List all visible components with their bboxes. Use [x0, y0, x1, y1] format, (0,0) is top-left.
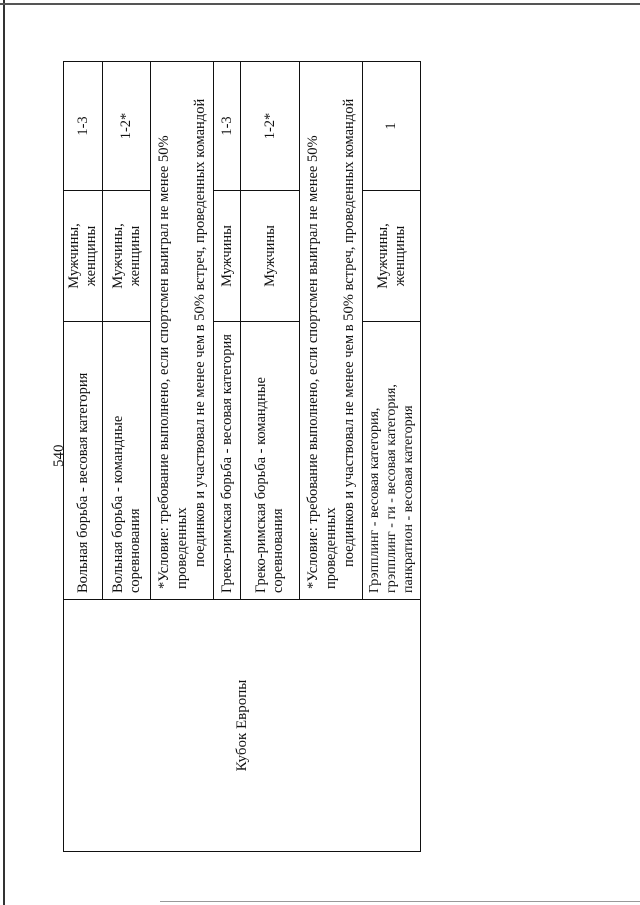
- discipline-line: грэпплинг - ги - весовая категория,: [384, 384, 399, 593]
- place-cell: 1: [363, 62, 421, 191]
- discipline-cell: Греко-римская борьба - весовая категория: [214, 322, 241, 600]
- gender-cell: Мужчины, женщины: [103, 191, 151, 322]
- page-number: 540: [51, 444, 67, 467]
- discipline-cell: Вольная борьба - командные соревнования: [103, 322, 151, 600]
- scan-edge-bottom: [160, 901, 640, 902]
- note-line: *Условие: требование выполнено, если спортсмен выиграл не менее 50% проведенных: [305, 135, 339, 589]
- gender-cell: Мужчины: [241, 191, 300, 322]
- gender-cell: Мужчины, женщины: [363, 191, 421, 322]
- place-cell: 1-2*: [103, 62, 151, 191]
- discipline-cell: [363, 322, 421, 600]
- competition-table: [63, 61, 421, 852]
- note-line: поединков и участвовал не менее чем в 50% встреч, проведенных командой: [341, 98, 357, 567]
- condition-note: [151, 62, 214, 600]
- place-cell: 1-2*: [241, 62, 300, 191]
- table-row: [64, 62, 103, 852]
- discipline-cell: Вольная борьба - весовая категория: [64, 322, 103, 600]
- note-line: *Условие: требование выполнено, если спортсмен выиграл не менее 50% проведенных: [156, 135, 190, 589]
- condition-note: [300, 62, 363, 600]
- discipline-line: Грэпплинг - весовая категория,: [367, 407, 382, 593]
- gender-cell: Мужчины: [214, 191, 241, 322]
- scan-edge-top: [0, 3, 640, 5]
- competition-name: Кубок Европы: [64, 600, 421, 852]
- rotated-table-container: [63, 62, 416, 852]
- scan-edge-left: [3, 0, 5, 905]
- discipline-cell: Греко-римская борьба - командные соревнования: [241, 322, 300, 600]
- discipline-line: панкратион - весовая категория: [401, 405, 416, 593]
- note-line: поединков и участвовал не менее чем в 50% встреч, проведенных командой: [192, 98, 208, 567]
- place-cell: 1-3: [64, 62, 103, 191]
- gender-cell: Мужчины, женщины: [64, 191, 103, 322]
- place-cell: 1-3: [214, 62, 241, 191]
